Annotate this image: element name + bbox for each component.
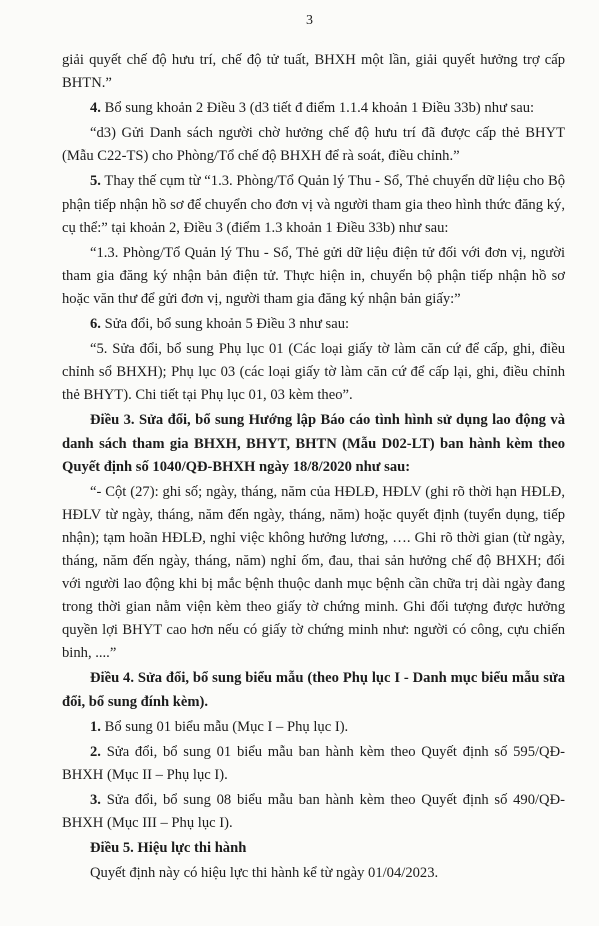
article-4-item-1: 1. Bổ sung 01 biểu mẫu (Mục I – Phụ lục I). [90, 718, 349, 735]
item-number: 2. [90, 743, 101, 760]
article-4-heading: Điều 4. Sửa đổi, bổ sung biểu mẫu (theo Phụ lục I - Danh mục biểu mẫu sửa đổi, bổ sung đính kèm). [62, 670, 565, 710]
article-5-body: Quyết định này có hiệu lực thi hành kể từ ngày 01/04/2023. [90, 865, 439, 882]
item-number: 6. [90, 316, 101, 333]
item-4-quote: “d3) Gửi Danh sách người chờ hưởng chế độ hưu trí đã được cấp thẻ BHYT (Mẫu C22-TS) cho Phòng/Tổ chế độ BHXH để rà soát, điều chỉnh.” [62, 125, 565, 165]
page-number: 3 [306, 13, 313, 28]
item-number: 4. [90, 100, 101, 117]
article-4-item-3: 3. Sửa đổi, bổ sung 08 biểu mẫu ban hành kèm theo Quyết định số 490/QĐ-BHXH (Mục III – Phụ lục I). [62, 791, 565, 831]
item-number: 1. [90, 718, 101, 735]
article-3-body: “- Cột (27): ghi số; ngày, tháng, năm của HĐLĐ, HĐLV (ghi rõ thời hạn HĐLĐ, HĐLV từ ngày, tháng, năm đến ngày, tháng, năm) hoặc quyết định (tuyển dụng, tiếp nhận); tạm hoãn HĐLĐ, nghỉ việc không hưởng lương, …. Ghi rõ thời gian (từ ngày, tháng, năm đến ngày, tháng, năm) nghỉ ốm, đau, thai sản hưởng chế độ BHXH; đối với người lao động khi bị mắc bệnh thuộc danh mục bệnh cần chữa trị dài ngày đang trong thời gian nằm viện kèm theo giấy tờ chứng minh. Ghi đối tượng được hưởng quyền lợi BHYT cao hơn nếu có giấy tờ chứng minh như: người có công, cựu chiến binh, ....” [62, 483, 565, 662]
item-6-quote: “5. Sửa đổi, bổ sung Phụ lục 01 (Các loại giấy tờ làm căn cứ để cấp, ghi, điều chỉnh sổ BHXH); Phụ lục 03 (các loại giấy tờ làm căn cứ để cấp lại, ghi, điều chỉnh thẻ BHYT). Chi tiết tại Phụ lục 01, 03 kèm theo”. [62, 341, 565, 404]
item-4-intro: 4. Bổ sung khoản 2 Điều 3 (d3 tiết đ điểm 1.1.4 khoản 1 Điều 33b) như sau: [90, 100, 535, 117]
article-5-heading: Điều 5. Hiệu lực thi hành [90, 840, 247, 857]
item-number: 3. [90, 791, 101, 808]
item-5-quote: “1.3. Phòng/Tổ Quản lý Thu - Sổ, Thẻ gửi dữ liệu điện tử đối với đơn vị, người tham gia đăng ký nhận bản điện tử. Thực hiện in, chuyển bộ phận tiếp nhận hồ sơ hoặc văn thư để gửi đơn vị, người tham gia đăng ký nhận bản giấy:” [62, 244, 565, 307]
paragraph-continuation: giải quyết chế độ hưu trí, chế độ tử tuất, BHXH một lần, giải quyết hưởng trợ cấp BHTN.” [62, 52, 565, 92]
item-number: 5. [90, 173, 101, 190]
item-6-intro: 6. Sửa đổi, bổ sung khoản 5 Điều 3 như sau: [90, 316, 350, 333]
item-5-intro: 5. Thay thế cụm từ “1.3. Phòng/Tổ Quản lý Thu - Sổ, Thẻ chuyển dữ liệu cho Bộ phận tiếp nhận hồ sơ để chuyển cho đơn vị và người tham gia theo hình thức đăng ký, cụ thể:” tại khoản 2, Điều 3 (điểm 1.3 khoản 1 Điều 33b) như sau: [62, 173, 565, 236]
article-4-item-2: 2. Sửa đổi, bổ sung 01 biểu mẫu ban hành kèm theo Quyết định số 595/QĐ-BHXH (Mục II – Phụ lục I). [62, 743, 565, 783]
article-3-heading: Điều 3. Sửa đổi, bổ sung Hướng lập Báo cáo tình hình sử dụng lao động và danh sách tham gia BHXH, BHYT, BHTN (Mẫu D02-LT) ban hành kèm theo Quyết định số 1040/QĐ-BHXH ngày 18/8/2020 như sau: [62, 412, 565, 475]
